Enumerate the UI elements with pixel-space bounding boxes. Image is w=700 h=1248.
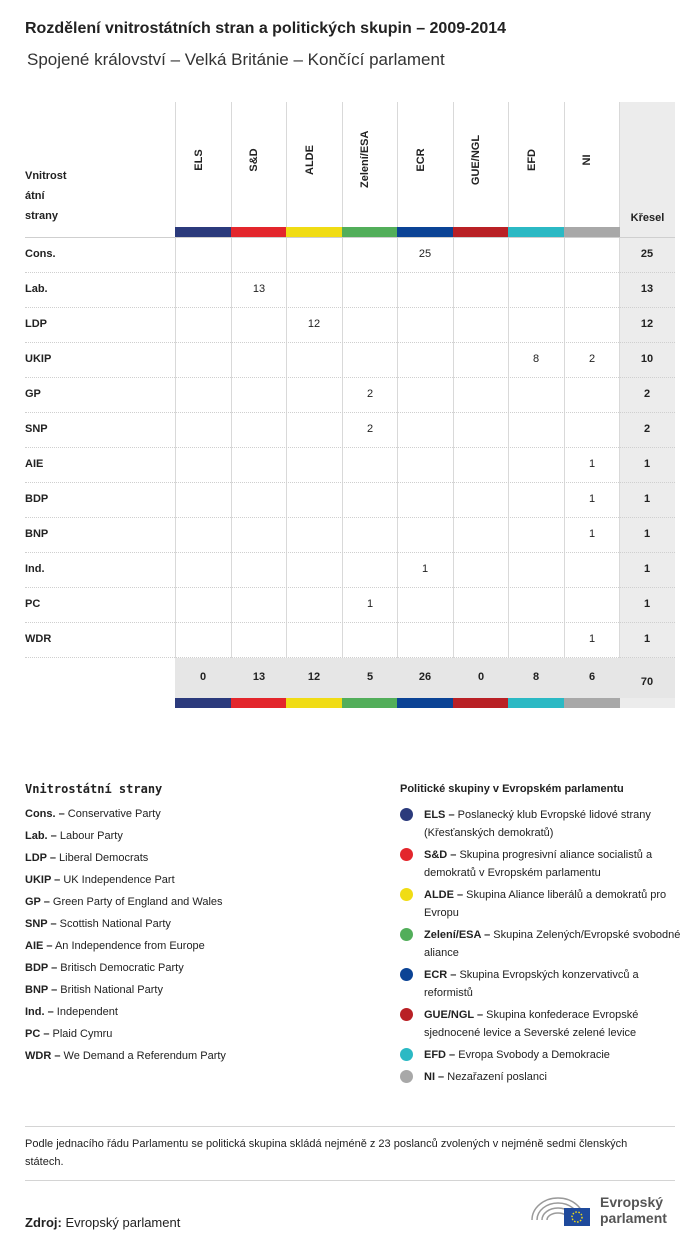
row-total: 25: [640, 248, 654, 260]
page-title: Rozdělení vnitrostátních stran a politických skupin – 2009-2014: [25, 20, 507, 37]
table-cell: 1: [588, 633, 596, 645]
table-row: [25, 412, 675, 447]
table-row: [25, 237, 675, 272]
party-name: Britisch Democratic Party: [57, 962, 184, 974]
party-legend-item: [25, 852, 148, 864]
legend-parties-title: Vnitrostátní strany: [25, 782, 163, 796]
party-abbr: Ind. –: [25, 1006, 54, 1018]
row-party-label: GP: [25, 388, 41, 400]
divider: [25, 1180, 675, 1181]
table-cell: 2: [366, 423, 374, 435]
row-total: 1: [643, 458, 651, 470]
group-name: Nezařazení poslanci: [444, 1071, 547, 1083]
group-header-guengl: GUE/NGL: [470, 134, 482, 186]
row-party-label: BDP: [25, 493, 49, 505]
table-row: [25, 552, 675, 587]
group-header-ni: NI: [581, 154, 593, 166]
party-name: Scottish National Party: [56, 918, 171, 930]
row-total: 1: [643, 633, 651, 645]
party-abbr: AIE –: [25, 940, 53, 952]
row-total: 2: [643, 423, 651, 435]
table-row: [25, 622, 675, 657]
party-name: Labour Party: [56, 830, 123, 842]
row-party-label: SNP: [25, 423, 48, 435]
party-abbr: GP –: [25, 896, 50, 908]
row-header: [25, 166, 85, 226]
table-row: [25, 307, 675, 342]
hemicycle-icon: [528, 1190, 592, 1230]
row-header-line: átní: [25, 190, 45, 202]
party-legend-item: [25, 1050, 226, 1062]
table-row: [25, 482, 675, 517]
group-color-bar: [175, 698, 231, 708]
row-total: 1: [643, 493, 651, 505]
group-color-dot: [400, 1070, 413, 1083]
page-subtitle: Spojené království – Velká Británie – Končící parlament: [27, 50, 445, 69]
party-abbr: UKIP –: [25, 874, 61, 886]
party-name: Green Party of England and Wales: [49, 896, 223, 908]
party-legend-item: [25, 874, 175, 886]
table-cell: 13: [252, 283, 266, 295]
group-header-sd: S&D: [248, 148, 260, 172]
row-total: 13: [640, 283, 654, 295]
party-abbr: PC –: [25, 1028, 50, 1040]
group-color-dot: [400, 928, 413, 941]
group-legend-text: [424, 926, 684, 962]
table-row: [25, 342, 675, 377]
row-total: 1: [643, 563, 651, 575]
party-name: We Demand a Referendum Party: [60, 1050, 226, 1062]
party-legend-item: [25, 1028, 112, 1040]
group-header-ecr: ECR: [415, 148, 427, 172]
column-total: 0: [199, 671, 207, 683]
footnote: Podle jednacího řádu Parlamentu se politická skupina skládá nejméně z 23 poslanců zvolených v nejméně sedmi členských státech.: [25, 1138, 628, 1168]
party-name: UK Independence Part: [60, 874, 175, 886]
party-name: Liberal Democrats: [55, 852, 149, 864]
group-color-bar: [508, 698, 564, 708]
group-color-bar: [231, 698, 287, 708]
group-name: Evropa Svobody a Demokracie: [455, 1049, 610, 1061]
party-legend-item: [25, 984, 163, 996]
group-color-bar: [397, 698, 453, 708]
table-row: [25, 447, 675, 482]
source-line: [25, 1215, 180, 1230]
group-color-dot: [400, 808, 413, 821]
group-color-dot: [400, 1008, 413, 1021]
party-name: Plaid Cymru: [49, 1028, 113, 1040]
table-row: [25, 517, 675, 552]
party-legend-item: [25, 1006, 118, 1018]
column-total: 0: [477, 671, 485, 683]
party-name: British National Party: [57, 984, 163, 996]
table-cell: 8: [532, 353, 540, 365]
table-cell: 2: [588, 353, 596, 365]
group-color-bar: [175, 227, 231, 237]
table-cell: 25: [418, 248, 432, 260]
group-color-bar: [342, 227, 398, 237]
party-name: An Independence from Europe: [52, 940, 205, 952]
group-legend-text: [424, 1006, 684, 1042]
table-cell: 1: [421, 563, 429, 575]
group-abbr: S&D –: [424, 849, 457, 861]
legend-groups-title: Politické skupiny v Evropském parlamentu: [400, 783, 624, 795]
column-total: 5: [366, 671, 374, 683]
party-legend-item: [25, 962, 184, 974]
party-legend-item: [25, 918, 171, 930]
table-cell: 12: [307, 318, 321, 330]
group-legend-text: [424, 1046, 684, 1064]
group-color-dot: [400, 968, 413, 981]
group-color-dot: [400, 848, 413, 861]
row-party-label: WDR: [25, 633, 52, 645]
party-abbr: WDR –: [25, 1050, 61, 1062]
group-color-bar: [508, 227, 564, 237]
group-abbr: ECR –: [424, 969, 457, 981]
group-color-bar: [286, 698, 342, 708]
group-abbr: NI –: [424, 1071, 445, 1083]
group-color-bar: [231, 227, 287, 237]
logo-text: [600, 1194, 667, 1226]
group-name: Poslanecký klub Evropské lidové strany (Křesťanských demokratů): [424, 809, 651, 839]
table-cell: 2: [366, 388, 374, 400]
ep-logo: [528, 1190, 678, 1230]
party-abbr: BNP –: [25, 984, 58, 996]
group-abbr: GUE/NGL –: [424, 1009, 484, 1021]
group-name: Skupina konfederace Evropské sjednocené levice a Severské zelené levice: [424, 1009, 639, 1039]
group-color-bar: [564, 227, 620, 237]
group-color-bar: [453, 227, 509, 237]
source-value: Evropský parlament: [65, 1215, 181, 1230]
grand-total: 70: [640, 676, 654, 688]
party-name: Independent: [53, 1006, 118, 1018]
column-total: 26: [418, 671, 432, 683]
group-header-els: ELS: [193, 149, 205, 171]
group-header-efd: EFD: [526, 149, 538, 171]
party-name: Conservative Party: [64, 808, 161, 820]
party-abbr: LDP –: [25, 852, 56, 864]
group-name: Skupina Aliance liberálů a demokratů pro Evropu: [424, 889, 667, 919]
table-row: [25, 272, 675, 307]
group-name: Skupina Evropských konzervativců a reformistů: [424, 969, 639, 999]
party-legend-item: [25, 940, 205, 952]
table-row: [25, 587, 675, 622]
party-abbr: SNP –: [25, 918, 57, 930]
party-abbr: BDP –: [25, 962, 58, 974]
group-legend-text: [424, 846, 684, 882]
row-party-label: LDP: [25, 318, 47, 330]
party-legend-item: [25, 808, 161, 820]
row-header-line: strany: [25, 210, 59, 222]
row-party-label: Cons.: [25, 248, 56, 260]
group-name: Skupina progresivní aliance socialistů a demokratů v Evropském parlamentu: [424, 849, 653, 879]
group-color-bar: [564, 698, 620, 708]
group-abbr: Zelení/ESA –: [424, 929, 491, 941]
group-color-bar: [397, 227, 453, 237]
row-total: 1: [643, 528, 651, 540]
column-total: 12: [307, 671, 321, 683]
party-abbr: Cons. –: [25, 808, 65, 820]
group-color-bar: [286, 227, 342, 237]
group-header-alde: ALDE: [304, 145, 316, 175]
row-party-label: UKIP: [25, 353, 52, 365]
group-abbr: ELS –: [424, 809, 455, 821]
seats-header: Křesel: [630, 212, 665, 224]
group-legend-text: [424, 966, 684, 1002]
row-total: 1: [643, 598, 651, 610]
divider: [25, 1126, 675, 1127]
group-abbr: EFD –: [424, 1049, 456, 1061]
row-header-line: Vnitrost: [25, 170, 67, 182]
row-party-label: BNP: [25, 528, 49, 540]
party-legend-item: [25, 896, 223, 908]
group-legend-text: [424, 886, 684, 922]
column-total: 13: [252, 671, 266, 683]
row-total: 10: [640, 353, 654, 365]
group-legend-text: [424, 1068, 684, 1086]
table-cell: 1: [588, 458, 596, 470]
table-cell: 1: [588, 528, 596, 540]
logo-line: parlament: [600, 1210, 667, 1226]
row-party-label: Ind.: [25, 563, 45, 575]
row-party-label: PC: [25, 598, 41, 610]
table-row: [25, 377, 675, 412]
row-total: 12: [640, 318, 654, 330]
row-party-label: AIE: [25, 458, 44, 470]
column-total: 6: [588, 671, 596, 683]
column-total: 8: [532, 671, 540, 683]
group-color-bar: [342, 698, 398, 708]
source-label: Zdroj:: [25, 1215, 62, 1230]
group-header-zelenesa: Zelení/ESA: [359, 130, 371, 188]
table-cell: 1: [588, 493, 596, 505]
group-name: Skupina Zelených/Evropské svobodné aliance: [424, 929, 681, 959]
group-color-dot: [400, 888, 413, 901]
group-abbr: ALDE –: [424, 889, 464, 901]
row-party-label: Lab.: [25, 283, 48, 295]
party-abbr: Lab. –: [25, 830, 57, 842]
logo-line: Evropský: [600, 1194, 664, 1210]
table-cell: 1: [366, 598, 374, 610]
party-legend-item: [25, 830, 123, 842]
group-color-dot: [400, 1048, 413, 1061]
row-total: 2: [643, 388, 651, 400]
group-color-bar: [453, 698, 509, 708]
group-legend-text: [424, 806, 684, 842]
